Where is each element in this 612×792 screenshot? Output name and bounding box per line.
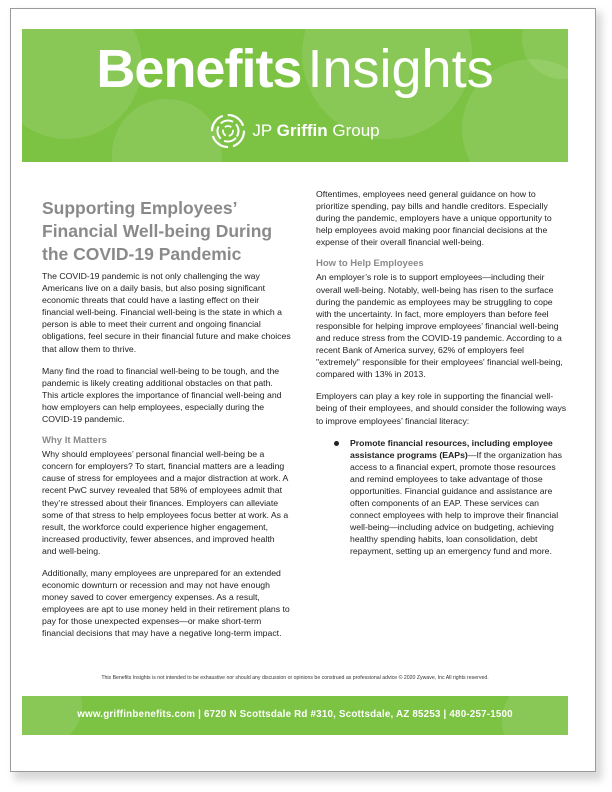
section-heading-how: How to Help Employees bbox=[316, 258, 424, 270]
right-column bbox=[316, 188, 570, 558]
body-paragraph: Oftentimes, employees need general guidance on how to prioritize spending, pay bills and handle creditors. Especially during the pandemic, employers have a unique opportunity to help employees avoid making poor financial decisions at the expense of their overall financial well-being. bbox=[316, 189, 552, 248]
title-light: Insights bbox=[307, 39, 494, 99]
company-name bbox=[252, 121, 379, 141]
header-banner bbox=[22, 29, 568, 162]
tips-list bbox=[316, 437, 570, 558]
bullet-lead: Promote financial resources, including employee assistance programs (EAPs) bbox=[350, 437, 553, 460]
disclaimer: This Benefits Insights is not intended to be exhaustive nor should any discussion or opinions be construed as professional advice © 2020 Zywave, Inc All rights reserved. bbox=[101, 675, 489, 681]
intro-paragraph: Many find the road to financial well-being to be tough, and the pandemic is likely creating additional obstacles on that path. This article explores the importance of financial well-being and how employers can help employees, especially during the COVID-19 pandemic. bbox=[42, 365, 282, 425]
company-name-part: JP bbox=[252, 121, 272, 140]
company-name-part: Group bbox=[332, 121, 380, 140]
body-paragraph: Why should employees’ personal financial well-being be a concern for employers? To start, financial matters are a leading cause of stress for employees and a major distraction at work. A recent PwC survey revealed that 58% of employees admit that they’re stressed about their finances. Employers can alleviate some of that stress to help employees focus better at work. As a result, the workforce could experience higher engagement, increased productivity, fewer absences, and improved health and well-being. bbox=[42, 449, 289, 556]
footer-bar bbox=[22, 696, 568, 735]
company-logo bbox=[22, 111, 568, 151]
list-item bbox=[350, 437, 570, 558]
title-bold: Benefits bbox=[96, 39, 302, 99]
left-column bbox=[42, 197, 291, 650]
body-paragraph: Employers can play a key role in supporting the financial well-being of their employees, and should consider the following ways to improve employees’ financial literacy: bbox=[316, 391, 567, 426]
section-heading-why: Why It Matters bbox=[42, 435, 107, 447]
body-paragraph: An employer’s role is to support employees—including their overall well-being. Notably, well-being has risen to the surface during the pandemic as employees may be struggling to cope with the uncertainty. In fact, more employers than before feel responsible for helping improve employees’ financial well-being and reduce stress from the COVID-19 pandemic. According to a recent Bank of America survey, 62% of employers feel "extremely" responsible for their employees' financial well-being, compared with 13% in 2013. bbox=[316, 272, 563, 380]
bullet-text: —If the organization has access to a financial expert, promote those resources and remind employees to take advantage of those opportunities. Financial guidance and assistance are often components of an EAP. These services can connect employees with help to improve their financial well-being—including advice on budgeting, achieving healthy spending habits, loan consolidation, debt repayment, setting up an emergency fund and more. bbox=[350, 449, 562, 557]
company-name-part: Griffin bbox=[276, 121, 328, 140]
article-title: Supporting Employees’ Financial Well-being During the COVID-19 Pandemic bbox=[42, 198, 273, 264]
intro-paragraph: The COVID-19 pandemic is not only challenging the way Americans live on a daily basis, but also posing significant economic threats that could have a lasting effect on their financial well-being. Financial well-being is the state in which a person is able to meet their current and ongoing financial obligations, feel secure in their financial future and make choices that allow them to thrive. bbox=[42, 271, 291, 354]
contact-info: www.griffinbenefits.com | 6720 N Scottsdale Rd #310, Scottsdale, AZ 85253 | 480-257-1500 bbox=[77, 709, 513, 720]
newsletter-title bbox=[22, 35, 568, 103]
body-paragraph: Additionally, many employees are unprepared for an extended economic downturn or recession and may not have enough money saved to cover emergency expenses. As a result, employees are apt to use money held in their retirement plans to pay for those unexpected expenses—or make short-term financial decisions that may have a negative long-term impact. bbox=[42, 567, 290, 639]
swirl-logo-icon bbox=[210, 113, 246, 149]
